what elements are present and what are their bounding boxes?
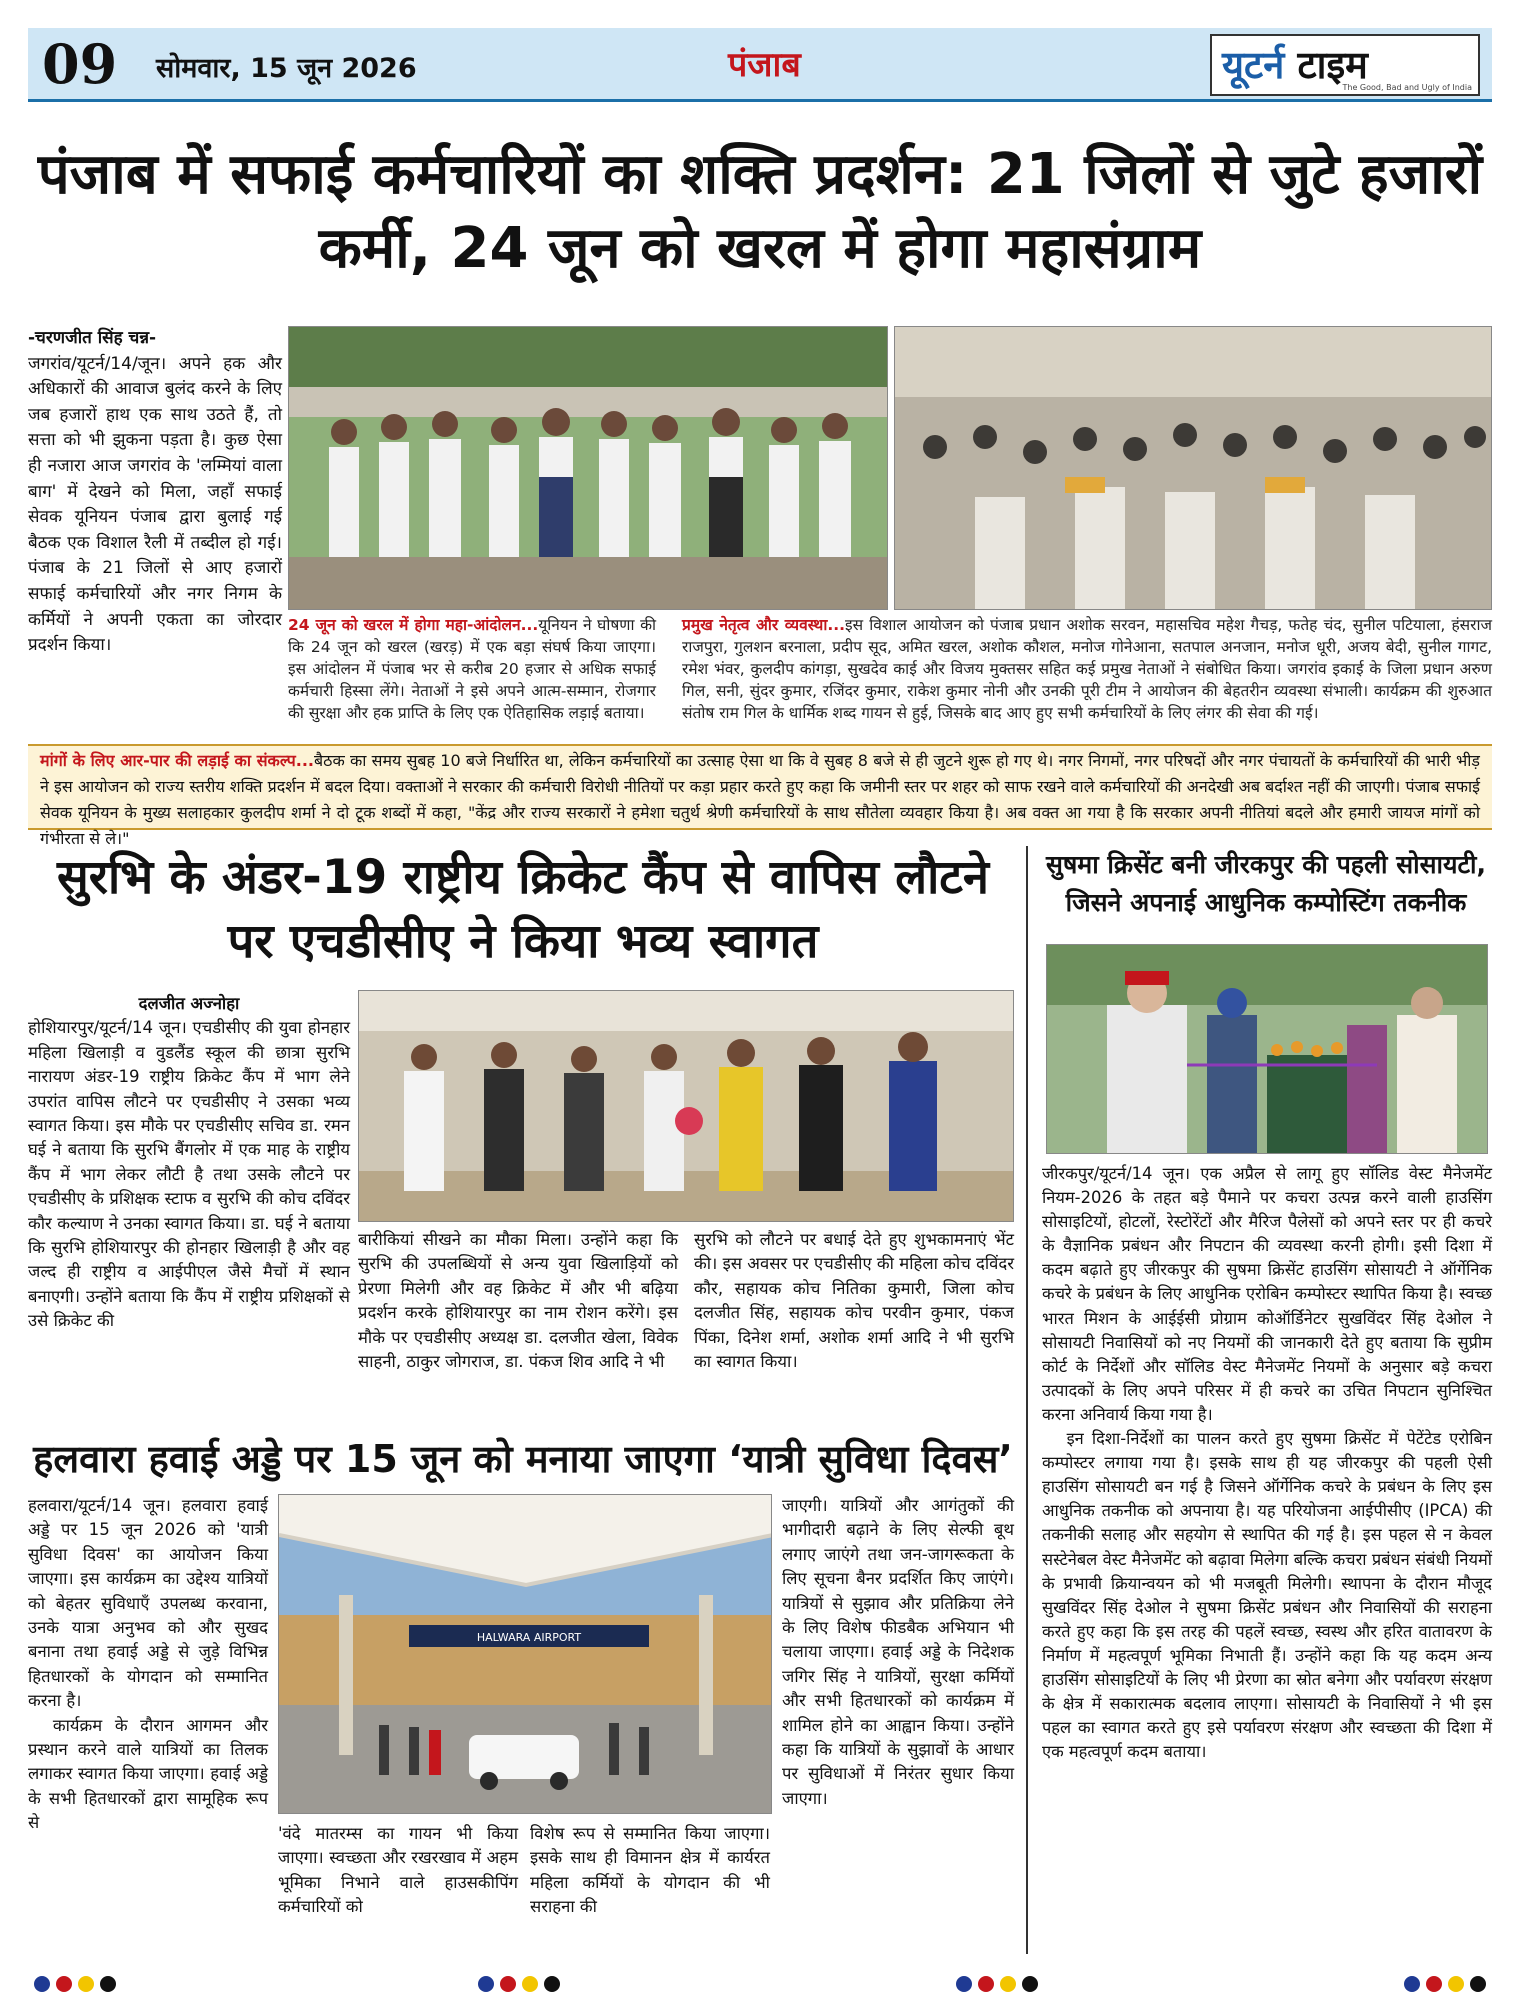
sushma-photo: [1046, 944, 1488, 1154]
cricket-body-2: बारीकियां सीखने का मौका मिला। उन्होंने कहा कि सुरभि की उपलब्धियों से अन्य युवा खिलाड़ियों को प्रेरणा मिलेगी और वह क्रिकेट में और भी बढ़िया प्रदर्शन करके होशियारपुर का नाम रोशन करेंगे। इस मौके पर एचडीसीए अध्यक्ष डा. दलजीत खेला, विवेक साहनी, ठाकुर जोगराज, डा. पंकज शिव आदि ने भी: [358, 1230, 678, 1372]
logo-text-b: टाइम: [1284, 43, 1368, 87]
dot-red: [978, 1976, 994, 1992]
footer-dots-1: [34, 1976, 116, 1992]
lead-caption-2-lead: प्रमुख नेतृत्व और व्यवस्था...: [682, 616, 846, 634]
lead-caption-2-text: इस विशाल आयोजन को पंजाब प्रधान अशोक सरवन, महासचिव महेश गैचड़, फतेह चंद, सुनील पटियाला, हंसराज राजपुरा, गुलशन बरनाला, प्रदीप सूद, अमित खरल, अशोक कौशल, मनोज गोनेआना, सतपाल अनजान, मनोज धूरी, अजय बेदी, सुनील गागट, रमेश भंवर, कुलदीप कांगड़ा, सुखदेव काई और विजय मुक्तसर सहित कई प्रमुख नेताओं ने संबोधित किया। जगरांव इकाई के जिला प्रधान अरुण गिल, सनी, सुंदर कुमार, रजिंदर कुमार, राकेश कुमार नोनी और उनकी पूरी टीम ने आयोजन की बेहतरीन व्यवस्था संभाली। कार्यक्रम की शुरुआत संतोष राम गिल के धार्मिक शब्द गायन से हुई, जिसके बाद आए हुए सभी कर्मचारियों के लिए लंगर की सेवा की गई।: [682, 616, 1493, 722]
halwara-airport-photo: [279, 1495, 772, 1814]
airport-body-4: जाएगी। यात्रियों और आगंतुकों की भागीदारी बढ़ाने के लिए सेल्फी बूथ लगाए जाएंगे तथा जन-जागरूकता के लिए सूचना बैनर प्रदर्शित किए जाएंगे। यात्रियों से सुझाव और प्रतिक्रिया लेने के लिए विशेष फीडबैक अभियान भी चलाया जाएगा। हवाई अड्डे के निदेशक जगिर सिंह ने यात्रियों, सुरक्षा कर्मियों और सभी हितधारकों को कार्यक्रम में शामिल होने का आह्वान किया। उन्होंने कहा कि यात्रियों के सुझावों के आधार पर सुविधाओं में निरंतर सुधार किया जाएगा।: [782, 1496, 1014, 1808]
sushma-body-1: जीरकपुर/यूटर्न/14 जून। एक अप्रैल से लागू हुए सॉलिड वेस्ट मैनेजमेंट नियम-2026 के तहत बड़े पैमाने पर कचरा उत्पन्न करने वाली हाउसिंग सोसाइटियों, होटलों, रेस्टोरेंटों और मैरिज पैलेसों को अपने स्तर पर ही कचरे के वैज्ञानिक प्रबंधन और निपटान की व्यवस्था करनी होगी। इसी दिशा में कदम बढ़ाते हुए जीरकपुर की सुषमा क्रिसेंट हाउसिंग सोसायटी ने ऑर्गेनिक कचरे के प्रबंधन के लिए आधुनिक एरोबिन कम्पोस्टर स्थापित किया है। स्वच्छ भारत मिशन के आईईसी प्रोग्राम कोऑर्डिनेटर सुखविंदर सिंह देओल ने सोसायटी निवासियों को नए नियमों की जानकारी देते हुए बताया कि सुप्रीम कोर्ट के निर्देशों और सॉलिड वेस्ट मैनेजमेंट नियमों के अनुसार बड़े कचरा उत्पादकों के लिए अपने परिसर में ही कचरे का उचित निपटान सुनिश्चित करना अनिवार्य किया गया है।: [1042, 1164, 1492, 1424]
column-divider: [1026, 846, 1028, 1954]
airport-body-2: 'वंदे मातरम्स का गायन भी किया जाएगा। स्वच्छता और रखरखाव में अहम भूमिका निभाने वाले हाउसकीपिंग कर्मचारियों को: [278, 1824, 518, 1917]
cricket-article-col1: [28, 992, 350, 1334]
rally-crowd-photo: [895, 327, 1492, 610]
airport-article-col2: [278, 1822, 518, 1920]
newspaper-logo: [1210, 34, 1480, 96]
cricket-body-3: सुरभि को लौटने पर बधाई देते हुए शुभकामनाएं भेंट की। इस अवसर पर एचडीसीए की महिला कोच दविंदर कौर, सहायक कोच नितिका कुमारी, जिला कोच दलजीत सिंह, सहायक कोच परवीन कुमार, पंकज पिंका, दिनेश शर्मा, अशोक शर्मा आदि ने भी सुरभि का स्वागत किया।: [694, 1230, 1014, 1372]
airport-body-3: विशेष रूप से सम्मानित किया जाएगा। इसके साथ ही विमानन क्षेत्र में कार्यरत महिला कर्मियों के योगदान की भी सराहना की: [530, 1824, 770, 1917]
logo-tagline: The Good, Bad and Ugly of India: [1342, 83, 1472, 92]
composter-inauguration-photo: [1047, 945, 1488, 1154]
lead-photo-2: [894, 326, 1492, 610]
page-date: सोमवार, 15 जून 2026: [156, 53, 417, 84]
section-title: पंजाब: [728, 45, 801, 85]
dot-red: [500, 1976, 516, 1992]
dot-black: [544, 1976, 560, 1992]
lead-headline: पंजाब में सफाई कर्मचारियों का शक्ति प्रदर्शन: 21 जिलों से जुटे हजारों कर्मी, 24 जून को खरल में होगा महासंग्राम: [37, 142, 1483, 281]
cricket-article-col3: [694, 1228, 1014, 1374]
dot-blue: [1404, 1976, 1420, 1992]
dot-yellow: [78, 1976, 94, 1992]
lead-caption-2: [682, 614, 1492, 724]
cricket-photo: [358, 990, 1014, 1222]
airport-sign-text: HALWARA AIRPORT: [476, 1631, 582, 1644]
sushma-body-2: इन दिशा-निर्देशों का पालन करते हुए सुषमा क्रिसेंट में पेटेंटेड एरोबिन कम्पोस्टर लगाया गया है। इसके साथ ही यह जीरकपुर की पहली ऐसी हाउसिंग सोसायटी बन गई है जिसने ऑर्गेनिक कचरे के प्रबंधन के लिए इस आधुनिक तकनीक को अपनाया है। यह परियोजना आईपीसीए (IPCA) की तकनीकी सलाह और सहयोग से स्थापित की गई है। इस पहल से न केवल सस्टेनेबल वेस्ट मैनेजमेंट को बढ़ावा मिलेगा बल्कि कचरा प्रबंधन संबंधी नियमों के प्रभावी क्रियान्वयन को भी मजबूती मिलेगी। स्थापना के दौरान मौजूद सुखविंदर सिंह देओल ने सुषमा क्रिसेंट प्रबंधन और निवासियों की सराहना करते हुए कहा कि इस तरह की पहलें स्वच्छ, स्वस्थ और हरित वातावरण के निर्माण में महत्वपूर्ण भूमिका निभाती हैं। उन्होंने कहा कि यह कदम अन्य हाउसिंग सोसाइटियों के लिए भी प्रेरणा का स्रोत बनेगा और पर्यावरण संरक्षण के क्षेत्र में सकारात्मक बदलाव लाएगा। सोसायटी के निवासियों ने भी इस पहल का स्वागत करते हुए इसे पर्यावरण संरक्षण और स्वच्छता की दिशा में एक महत्वपूर्ण कदम बताया।: [1042, 1429, 1492, 1762]
lead-notice-lead: मांगों के लिए आर-पार की लड़ाई का संकल्प...: [40, 751, 315, 770]
lead-byline: -चरणजीत सिंह चन्न-: [28, 328, 157, 348]
lead-photo-1: [288, 326, 888, 610]
dot-yellow: [1448, 1976, 1464, 1992]
airport-body-1: हलवारा/यूटर्न/14 जून। हलवारा हवाई अड्डे पर 15 जून 2026 को 'यात्री सुविधा दिवस' का आयोजन किया जाएगा। इस कार्यक्रम का उद्देश्य यात्रियों को बेहतर सुविधाएँ उपलब्ध करवाना, उनके यात्रा अनुभव को और सुखद बनाना तथा हवाई अड्डे से जुड़े विभिन्न हितधारकों के योगदान को सम्मानित करना है।: [28, 1496, 268, 1711]
sushma-headline: सुषमा क्रिसेंट बनी जीरकपुर की पहली सोसायटी, जिसने अपनाई आधुनिक कम्पोस्टिंग तकनीक: [1045, 850, 1487, 917]
lead-notice-box: [28, 744, 1492, 848]
rally-group-photo: [289, 327, 888, 610]
airport-article-col1: [28, 1494, 268, 1836]
lead-body: जगरांव/यूटर्न/14/जून। अपने हक और अधिकारों की आवाज बुलंद करने के लिए जब हजारों हाथ एक साथ उठते हैं, तो सत्ता को भी झुकना पड़ता है। कुछ ऐसा ही नजारा आज जगरांव के 'लम्मियां वाला बाग' में देखने को मिला, जहाँ सफाई सेवक यूनियन पंजाब द्वारा बुलाई गई बैठक एक विशाल रैली में तब्दील हो गई। पंजाब के 21 जिलों से आए हजारों सफाई कर्मचारियों और नगर निगम के कर्मियों ने अपनी एकता का जोरदार प्रदर्शन किया।: [28, 353, 282, 656]
lead-caption-1-text: यूनियन ने घोषणा की कि 24 जून को खरल (खरड़) में एक बड़ा संघर्ष किया जाएगा। इस आंदोलन में पंजाब भर से करीब 20 हजार से अधिक सफाई कर्मचारी हिस्सा लेंगे। नेताओं ने इसे अपने आत्म-सम्मान, रोजगार की सुरक्षा और हक प्राप्ति के लिए एक ऐतिहासिक लड़ाई बताया।: [288, 616, 656, 722]
footer-dots-3: [956, 1976, 1038, 1992]
dot-blue: [956, 1976, 972, 1992]
dot-red: [56, 1976, 72, 1992]
airport-article-col3: [530, 1822, 770, 1920]
masthead: [28, 28, 1492, 102]
airport-photo: [278, 1494, 772, 1814]
lead-notice-text: बैठक का समय सुबह 10 बजे निर्धारित था, लेकिन कर्मचारियों का उत्साह ऐसा था कि वे सुबह 8 बजे से ही जुटने शुरू हो गए थे। नगर निगमों, नगर परिषदों और नगर पंचायतों के कर्मचारियों की भारी भीड़ ने इस आयोजन को राज्य स्तरीय शक्ति प्रदर्शन में बदल दिया। वक्ताओं ने सरकार की कर्मचारी विरोधी नीतियों पर कड़ा प्रहार करते हुए कहा कि जमीनी स्तर पर शहर को साफ रखने वाले कर्मचारियों की अनदेखी अब बर्दाश्त नहीं की जाएगी। पंजाब सफाई सेवक यूनियन के मुख्य सलाहकार कुलदीप शर्मा ने दो टूक शब्दों में कहा, "केंद्र और राज्य सरकारों ने हमेशा चतुर्थ श्रेणी कर्मचारियों के साथ सौतेला व्यवहार किया है। अब वक्त आ गया है कि सरकार अपनी नीतियां बदले और हमारी जायज मांगों को गंभीरता से ले।": [40, 751, 1480, 848]
airport-article-col4: [782, 1494, 1014, 1811]
dot-yellow: [522, 1976, 538, 1992]
cricket-article-col2: [358, 1228, 678, 1374]
dot-black: [1470, 1976, 1486, 1992]
dot-black: [100, 1976, 116, 1992]
sushma-article: [1042, 1162, 1492, 1764]
cricket-headline: सुरभि के अंडर-19 राष्ट्रीय क्रिकेट कैंप से वापिस लौटने पर एचडीसीए ने किया भव्य स्वागत: [56, 850, 990, 969]
footer-dots-4: [1404, 1976, 1486, 1992]
airport-headline: हलवारा हवाई अड्डे पर 15 जून को मनाया जाएगा ‘यात्री सुविधा दिवस’: [33, 1437, 1013, 1481]
cricket-team-photo: [359, 991, 1014, 1222]
lead-caption-1-lead: 24 जून को खरल में होगा महा-आंदोलन...: [288, 616, 539, 634]
dot-blue: [478, 1976, 494, 1992]
logo-text-a: यूटर्न: [1222, 43, 1285, 87]
dot-yellow: [1000, 1976, 1016, 1992]
airport-body-1b: कार्यक्रम के दौरान आगमन और प्रस्थान करने वाले यात्रियों का तिलक लगाकर स्वागत किया जाएगा। हवाई अड्डे के सभी हितधारकों द्वारा सामूहिक रूप से: [28, 1715, 268, 1833]
cricket-byline: दलजीत अज्नोहा: [138, 994, 240, 1013]
lead-caption-1: [288, 614, 656, 724]
cricket-body-1: होशियारपुर/यूटर्न/14 जून। एचडीसीए की युवा होनहार महिला खिलाड़ी व वुडलैंड स्कूल की छात्रा सुरभि नारायण अंडर-19 राष्ट्रीय क्रिकेट कैंप में भाग लेने उपरांत वापिस लौटने पर एचडीसीए ने उसका भव्य स्वागत किया। इस मौके पर एचडीसीए सचिव डा. रमन घई ने बताया कि सुरभि बैंगलोर में एक माह के राष्ट्रीय कैंप में भाग लेकर लौटी है तथा उसके लौटने पर एचडीसीए के प्रशिक्षक स्टाफ व सुरभि की कोच दविंदर कौर कल्याण ने उनका स्वागत किया। डा. घई ने बताया कि सुरभि होशियारपुर की होनहार खिलाड़ी है और वह जल्द ही राष्ट्रीय व आईपीएल जैसे मैचों में स्थान बनाएगी। उन्होंने बताया कि कैंप में राष्ट्रीय प्रशिक्षकों से उसे क्रिकेट की: [28, 1018, 350, 1331]
dot-black: [1022, 1976, 1038, 1992]
lead-article: [28, 326, 282, 659]
page-number: 09: [42, 32, 118, 96]
footer-dots-2: [478, 1976, 560, 1992]
dot-blue: [34, 1976, 50, 1992]
dot-red: [1426, 1976, 1442, 1992]
